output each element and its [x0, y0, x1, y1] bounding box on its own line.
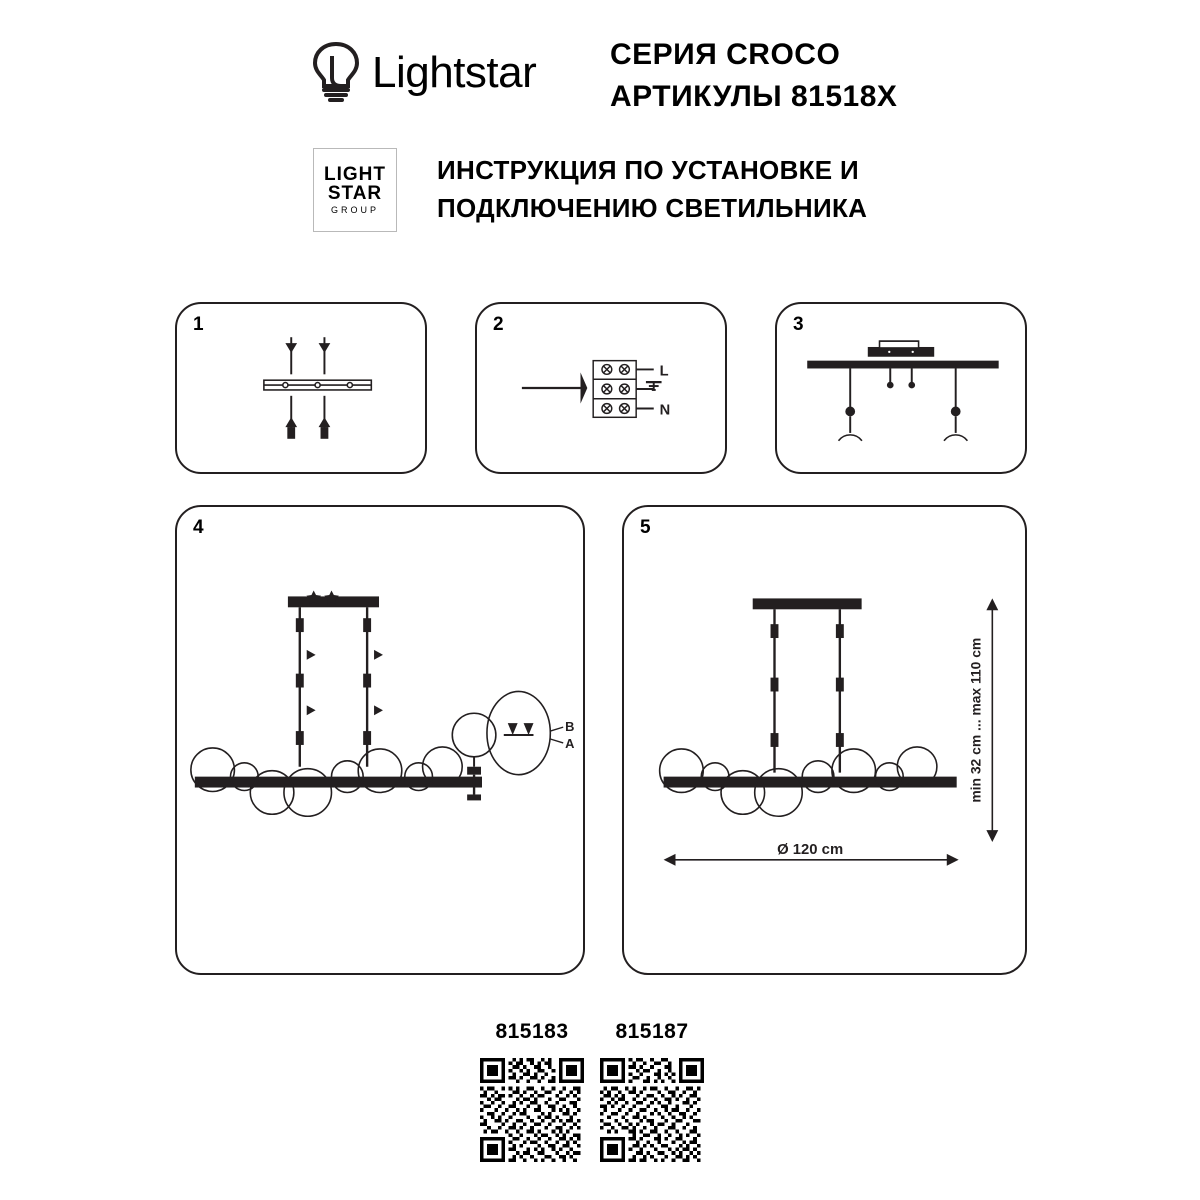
step-panel-5 — [622, 505, 1027, 975]
product-code-label: 815183 — [495, 1020, 569, 1043]
page-header — [0, 22, 1200, 132]
instruction-line-1: ИНСТРУКЦИЯ ПО УСТАНОВКЕ И — [437, 155, 859, 185]
step-number: 4 — [193, 517, 204, 538]
qr-code-icon — [600, 1058, 704, 1162]
title-row — [0, 140, 1200, 240]
qr-code-icon — [480, 1058, 584, 1162]
logo-line-3: GROUP — [330, 205, 379, 215]
step-number: 3 — [793, 314, 804, 335]
height-dimension-label: min 32 cm ... max 110 cm — [967, 637, 984, 803]
series-block — [610, 38, 897, 114]
brand-block — [310, 42, 536, 104]
series-article: АРТИКУЛЫ 81518X — [610, 80, 898, 113]
step-1-diagram — [177, 304, 425, 472]
terminal-label-neutral: N — [659, 402, 671, 419]
series-title: СЕРИЯ CROCO — [610, 38, 841, 71]
lightstar-group-logo — [313, 148, 397, 232]
callout-label-a: A — [565, 735, 575, 751]
product-code-label: 815187 — [615, 1020, 689, 1043]
step-4-diagram — [177, 507, 583, 973]
step-panel-3 — [775, 302, 1027, 474]
brand-name: Lightstar — [372, 48, 537, 97]
callout-label-b: B — [565, 719, 575, 735]
logo-line-1: LIGHT — [324, 164, 386, 185]
step-2-diagram — [477, 304, 725, 472]
step-panel-2 — [475, 302, 727, 474]
instruction-title — [437, 152, 867, 227]
step-number: 2 — [493, 314, 504, 335]
lightstar-lamp-logo-icon — [310, 42, 362, 104]
product-code-block — [572, 1020, 732, 1162]
step-3-diagram — [777, 304, 1025, 472]
step-number: 1 — [193, 314, 204, 335]
step-number: 5 — [640, 517, 651, 538]
step-5-diagram — [624, 507, 1025, 973]
terminal-label-live: L — [659, 363, 669, 380]
width-dimension-label: Ø 120 cm — [777, 841, 844, 858]
instruction-line-2: ПОДКЛЮЧЕНИЮ СВЕТИЛЬНИКА — [437, 192, 868, 223]
step-panel-4 — [175, 505, 585, 975]
step-panel-1 — [175, 302, 427, 474]
logo-line-2: STAR — [327, 183, 383, 204]
